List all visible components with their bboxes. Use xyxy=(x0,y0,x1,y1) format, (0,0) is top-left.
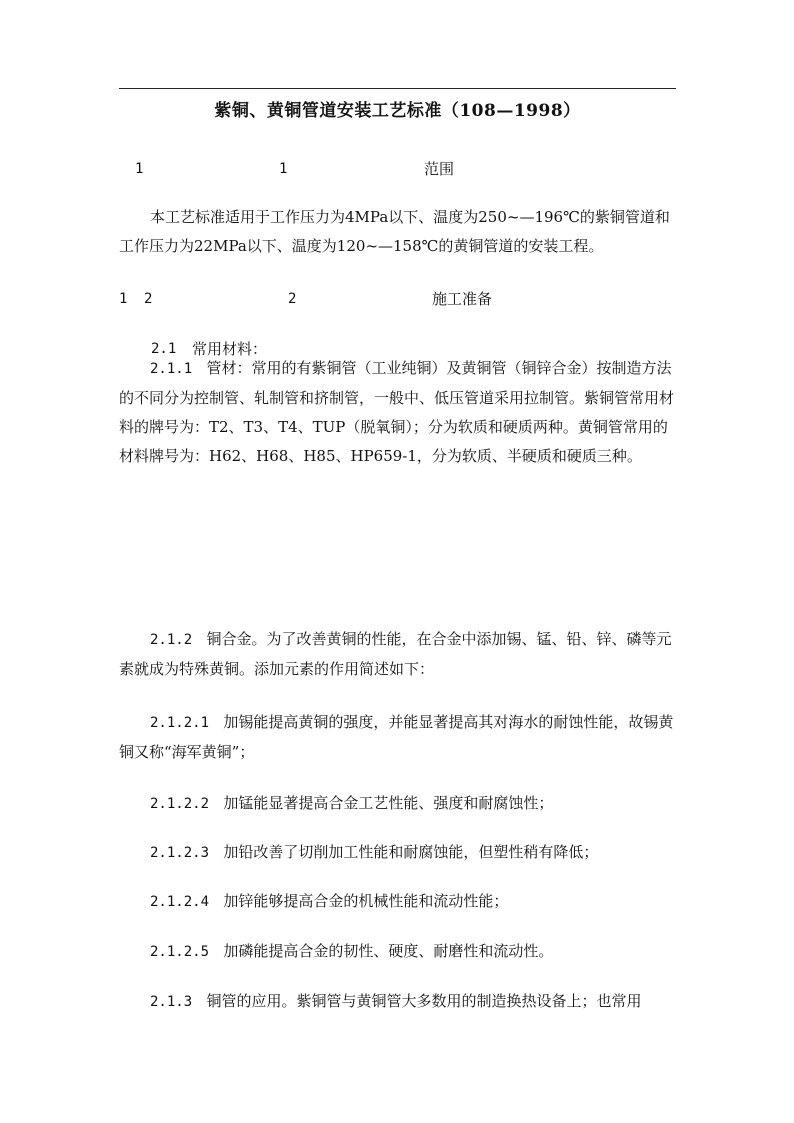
clause-2-1-number: 2.1 xyxy=(151,341,177,357)
clause-2-1-1-number: 2.1.1 xyxy=(150,361,193,377)
clause-2-1-2-5-text: 加磷能提高合金的韧性、硬度、耐磨性和流动性。 xyxy=(223,942,554,960)
clause-2-1-2-5 xyxy=(119,937,676,967)
section-1-heading: 范围 xyxy=(424,160,455,178)
clause-2-1-2-3-number: 2.1.2.3 xyxy=(150,845,210,861)
clause-2-1-2-2 xyxy=(119,789,676,819)
clause-2-1-2-1-text: 加锡能提高黄铜的强度，并能显著提高其对海水的耐蚀性能，故锡黄铜又称“海军黄铜”； xyxy=(119,713,674,761)
clause-2-1-2-4 xyxy=(119,887,676,917)
section-2-number-b: 2 xyxy=(144,291,153,307)
clause-2-1-text: 常用材料： xyxy=(192,340,268,358)
section-2-number-c: 2 xyxy=(288,291,297,307)
section-2-number-a: 1 xyxy=(119,291,128,307)
clause-2-1-2-3-text: 加铅改善了切削加工性能和耐腐蚀能，但塑性稍有降低； xyxy=(223,843,599,861)
clause-2-1-2-2-number: 2.1.2.2 xyxy=(150,796,210,812)
clause-2-1-2-1-number: 2.1.2.1 xyxy=(150,715,210,731)
scope-paragraph xyxy=(119,203,676,261)
clause-2-1-2-1 xyxy=(119,708,676,767)
document-title: 紫铜、黄铜管道安装工艺标准（108—1998） xyxy=(214,101,581,121)
section-2-heading: 施工准备 xyxy=(432,290,493,308)
clause-2-1-2-text: 铜合金。为了改善黄铜的性能，在合金中添加锡、锰、铅、锌、磷等元素就成为特殊黄铜。添加元素的作用简述如下： xyxy=(119,630,672,678)
scope-text: 本工艺标准适用于工作压力为4MPa以下、温度为250~—196℃的紫铜管道和工作压力为22MPa以下、温度为120~—158℃的黄铜管道的安装工程。 xyxy=(119,208,670,255)
header-rule xyxy=(119,88,676,89)
clause-2-1-1 xyxy=(119,354,676,471)
clause-2-1-2-3 xyxy=(119,838,676,868)
clause-2-1-2-4-text: 加锌能够提高合金的机械性能和流动性能； xyxy=(223,892,509,910)
clause-2-1-2-5-number: 2.1.2.5 xyxy=(150,944,210,960)
section-1-number-a: 1 xyxy=(135,161,144,177)
section-1-number-b: 1 xyxy=(279,161,288,177)
clause-2-1-3 xyxy=(119,987,676,1017)
clause-2-1-2-number: 2.1.2 xyxy=(150,632,193,648)
clause-2-1-2-2-text: 加锰能显著提高合金工艺性能、强度和耐腐蚀性； xyxy=(223,794,554,812)
clause-2-1-3-text: 铜管的应用。紫铜管与黄铜管大多数用的制造换热设备上；也常用 xyxy=(206,992,642,1010)
clause-2-1-2-4-number: 2.1.2.4 xyxy=(150,894,210,910)
clause-2-1-3-number: 2.1.3 xyxy=(150,994,193,1010)
clause-2-1-2 xyxy=(119,625,676,684)
clause-2-1-1-text: 管材：常用的有紫铜管（工业纯铜）及黄铜管（铜锌合金）按制造方法的不同分为控制管、轧制管和挤制管，一般中、低压管道采用拉制管。紫铜管常用材料的牌号为：T2、T3、T4、TUP（脱氧铜）；分为软质和硬质两种。黄铜管常用的材料牌号为：H62、H68、H85、HP659-1，分为软质、半硬质和硬质三种。 xyxy=(119,359,675,465)
